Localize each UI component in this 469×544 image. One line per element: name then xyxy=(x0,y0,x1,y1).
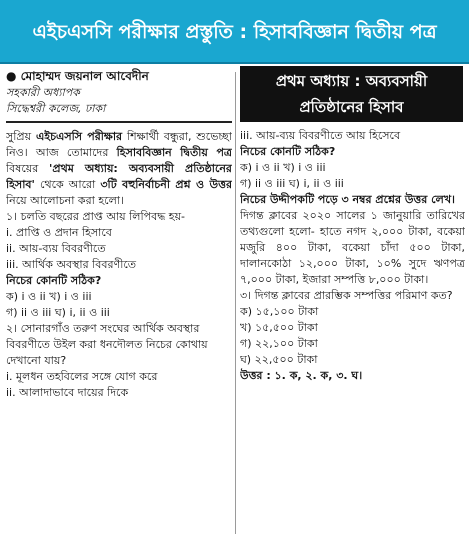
intro-paragraph: সুপ্রিয় এইচএসসি পরীক্ষার শিক্ষার্থী বন্ধুরা, শুভেচ্ছা নিও। আজ তোমাদের হিসাববিজ্ঞান দ্বিতীয় পত্র বিষয়ের 'প্রথম অধ্যায়: অব্যবসায়ী প্রতিষ্ঠানের হিসাব' থেকে আরো ৩টি বহুনির্বাচনী প্রশ্ন ও উত্তর নিয়ে আলোচনা করা হলো। xyxy=(6,130,232,207)
article-body xyxy=(0,66,469,544)
question-3-stem: ৩। দিগন্ত ক্লাবের প্রারম্ভিক সম্পত্তির পরিমাণ কত? xyxy=(240,289,453,302)
right-column xyxy=(240,66,465,540)
question-2-statement: i. মূলধন তহবিলের সঙ্গে যোগ করে xyxy=(6,370,158,383)
question-2-stem: ২। সোনারগাঁও তরুণ সংঘের আর্থিক অবস্থার বিবরণীতে উইল করা ধনদৌলত নিচের কোথায় দেখানো যায়? xyxy=(6,322,208,367)
author-divider xyxy=(6,121,232,123)
author-designation: সহকারী অধ্যাপক xyxy=(6,86,80,99)
question-3-option: ক) ১৫,১০০ টাকা xyxy=(240,305,319,318)
question-1-statement: iii. আর্থিক অবস্থার বিবরণীতে xyxy=(6,258,137,271)
question-1-options: ক) i ও ii খ) i ও iii xyxy=(6,290,92,303)
left-column xyxy=(6,68,232,538)
question-2-options: ক) i ও ii খ) i ও iii xyxy=(240,161,326,174)
question-2-options: গ) ii ও iii ঘ) i, ii ও iii xyxy=(240,177,344,190)
answer-key: উত্তর : ১. ক, ২. ক, ৩. ঘ। xyxy=(240,369,363,382)
question-1-options: গ) ii ও iii ঘ) i, ii ও iii xyxy=(6,306,110,319)
column-divider xyxy=(235,72,236,534)
question-3-option: ঘ) ২২,৫০০ টাকা xyxy=(240,353,318,366)
stimulus-text: দিগন্ত ক্লাবের ২০২০ সালের ১ জানুয়ারি তারিখের তথ্যগুলো হলো- হাতে নগদ ২,০০০ টাকা, বকেয়া মজুরি ৪০০ টাকা, বকেয়া চাঁদা ৫০০ টাকা, দালানকোঠা ১২,০০০ টাকা, ১০% সুদে ঋণপত্র ৭,০০০ টাকা, ইজারা সম্পত্তি ৮,০০০ টাকা। xyxy=(240,209,465,286)
author-name: ● মোহাম্মদ জয়নাল আবেদীন xyxy=(6,69,149,83)
question-3-option: খ) ১৫,৫০০ টাকা xyxy=(240,321,318,334)
stimulus-heading: নিচের উদ্দীপকটি পড়ে ৩ নম্বর প্রশ্নের উত্তর লেখ। xyxy=(240,193,455,206)
chapter-heading-line-2: প্রতিষ্ঠানের হিসাব xyxy=(299,98,404,116)
question-1-statement: i. প্রাপ্তি ও প্রদান হিসাবে xyxy=(6,226,112,239)
question-2-statement: ii. আলাদাভাবে দায়ের দিকে xyxy=(6,386,129,399)
chapter-heading xyxy=(240,66,463,122)
page-banner: এইচএসসি পরীক্ষার প্রস্তুতি : হিসাববিজ্ঞান দ্বিতীয় পত্র xyxy=(0,0,469,64)
chapter-heading-line-1: প্রথম অধ্যায় : অব্যবসায়ী xyxy=(275,72,428,90)
question-3-option: গ) ২২,১০০ টাকা xyxy=(240,337,318,350)
question-2-prompt: নিচের কোনটি সঠিক? xyxy=(240,145,336,158)
author-institution: সিদ্ধেশ্বরী কলেজ, ঢাকা xyxy=(6,102,106,115)
question-1-statement: ii. আয়-ব্যয় বিবরণীতে xyxy=(6,242,106,255)
question-1-prompt: নিচের কোনটি সঠিক? xyxy=(6,274,102,287)
question-2-statement: iii. আয়-ব্যয় বিবরণীতে আয় হিসেবে xyxy=(240,129,401,142)
question-1-stem: ১। চলতি বছরের প্রাপ্ত আয় লিপিবদ্ধ হয়- xyxy=(6,210,186,223)
